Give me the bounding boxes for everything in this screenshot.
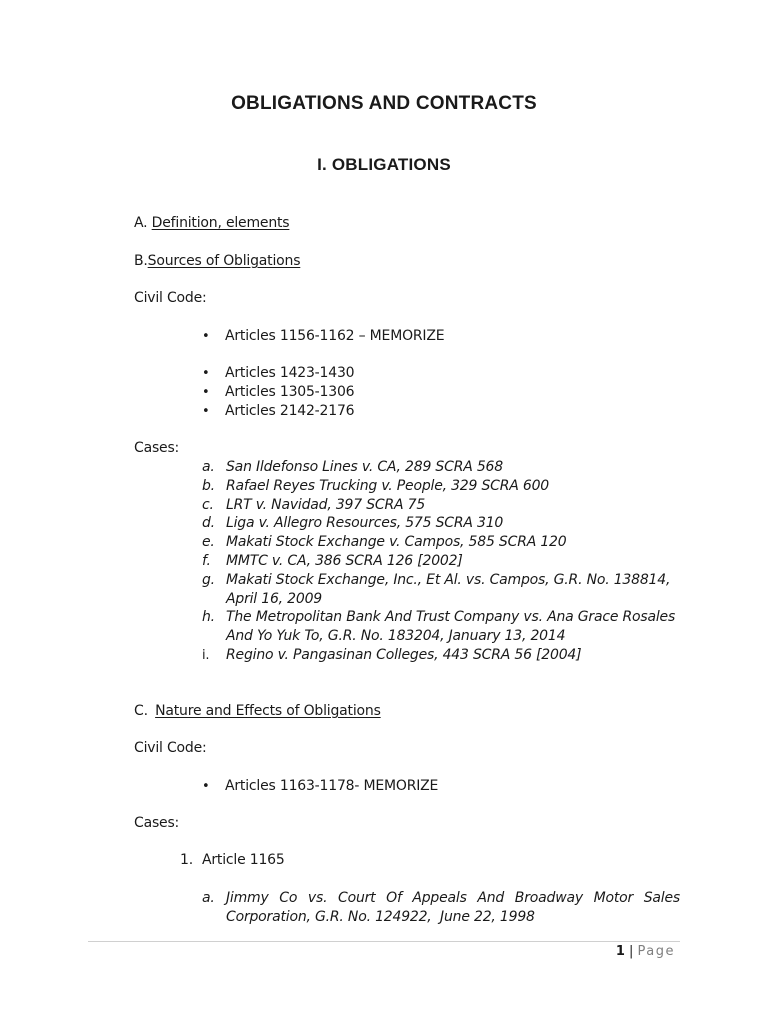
page-separator: |: [624, 944, 638, 959]
case-marker: a.: [202, 459, 215, 475]
document-title: OBLIGATIONS AND CONTRACTS: [231, 93, 537, 114]
case-text: LRT v. Navidad, 397 SCRA 75: [226, 497, 426, 513]
section-b-cases-label: Cases:: [134, 440, 180, 456]
section-a-label: Definition, elements: [151, 215, 290, 231]
case-marker: h.: [202, 609, 215, 625]
list-item: [202, 365, 355, 381]
article-text: Articles 1156-1162 – MEMORIZE: [225, 328, 445, 344]
case-marker: f.: [202, 553, 211, 569]
section-c-letter: C.: [134, 703, 148, 719]
section-b-letter: B.: [134, 253, 148, 269]
section-c-civil-code-label: Civil Code:: [134, 740, 207, 756]
case-text: Rafael Reyes Trucking v. People, 329 SCRA 600: [226, 478, 550, 494]
case-item: [202, 609, 676, 644]
article-text: Articles 2142-2176: [225, 403, 355, 419]
section-a-heading: [134, 215, 289, 231]
section-b-heading: [134, 253, 300, 269]
case-text: Regino v. Pangasinan Colleges, 443 SCRA 56 [2004]: [226, 647, 582, 663]
case-item: [202, 553, 463, 569]
case-marker: d.: [202, 515, 215, 531]
bullet-icon: •: [202, 779, 210, 794]
case-item: [202, 497, 426, 513]
section-c-label: Nature and Effects of Obligations: [155, 703, 381, 719]
page-label: Page: [637, 944, 675, 959]
case-text: Jimmy Co vs. Court Of Appeals And Broadway Motor Sales: [226, 890, 680, 906]
case-item: [202, 890, 680, 925]
numbered-item: [180, 852, 285, 868]
article-text: Articles 1305-1306: [225, 384, 355, 400]
numbered-marker: 1.: [180, 852, 193, 868]
list-item: [202, 384, 355, 400]
case-item: [202, 478, 550, 494]
numbered-label: Article 1165: [202, 852, 285, 868]
case-marker: c.: [202, 497, 214, 513]
list-item: [202, 778, 439, 794]
case-item: [202, 572, 671, 607]
page-footer: [616, 944, 675, 959]
case-text-continued: April 16, 2009: [226, 591, 322, 607]
section-c-heading: [134, 703, 381, 719]
case-marker: g.: [202, 572, 215, 588]
case-text-continued: Corporation, G.R. No. 124922, June 22, 1998: [226, 909, 535, 925]
case-marker: e.: [202, 534, 215, 550]
list-item: [202, 403, 355, 419]
case-marker: i.: [202, 648, 210, 663]
case-item: [202, 515, 504, 531]
article-text: Articles 1423-1430: [225, 365, 355, 381]
article-text: Articles 1163-1178- MEMORIZE: [225, 778, 439, 794]
section-b-civil-code-label: Civil Code:: [134, 290, 207, 306]
case-marker: a.: [202, 890, 215, 906]
page-number: 1: [615, 944, 625, 959]
footer-divider: [88, 941, 680, 942]
case-text: The Metropolitan Bank And Trust Company vs. Ana Grace Rosales: [226, 609, 676, 625]
case-text: San Ildefonso Lines v. CA, 289 SCRA 568: [226, 459, 503, 475]
case-text-continued: And Yo Yuk To, G.R. No. 183204, January 13, 2014: [226, 628, 566, 644]
bullet-icon: •: [202, 366, 210, 381]
section-c-cases-label: Cases:: [134, 815, 180, 831]
section-b-label: Sources of Obligations: [147, 253, 301, 269]
bullet-icon: •: [202, 404, 210, 419]
case-text: Makati Stock Exchange v. Campos, 585 SCRA 120: [226, 534, 567, 550]
case-text: MMTC v. CA, 386 SCRA 126 [2002]: [226, 553, 463, 569]
section-title: I. OBLIGATIONS: [317, 155, 451, 174]
case-item: [202, 647, 582, 663]
case-item: [202, 534, 567, 550]
bullet-icon: •: [202, 385, 210, 400]
case-text: Makati Stock Exchange, Inc., Et Al. vs. Campos, G.R. No. 138814,: [226, 572, 671, 588]
case-item: [202, 459, 503, 475]
section-a-letter: A.: [134, 215, 148, 231]
list-item: [202, 328, 445, 344]
case-text: Liga v. Allegro Resources, 575 SCRA 310: [226, 515, 504, 531]
case-marker: b.: [202, 478, 215, 494]
bullet-icon: •: [202, 329, 210, 344]
